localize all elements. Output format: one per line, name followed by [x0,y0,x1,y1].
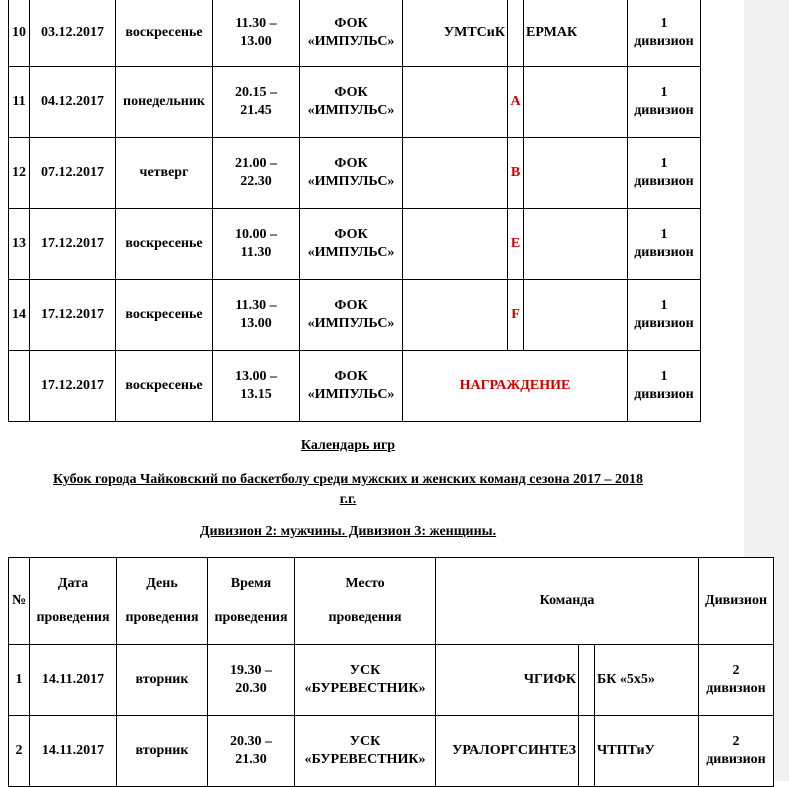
team-a [403,209,508,280]
game-venue: ФОК «ИМПУЛЬС» [300,351,403,422]
game-day: воскресенье [116,0,213,67]
row-number: 2 [9,716,30,787]
row-number: 13 [9,209,30,280]
game-time: 11.30 – 13.00 [213,0,300,67]
table-row [9,67,701,138]
team-b [524,67,628,138]
placeholder-mark: E [508,209,524,280]
table-row [9,280,701,351]
calendar-title: Календарь игр [300,438,396,453]
game-time: 20.30 – 21.30 [208,716,295,787]
row-number: 1 [9,645,30,716]
team-b: ЧТПТиУ [595,716,699,787]
header-team: Команда [436,558,699,645]
team-a [403,67,508,138]
table-row [9,209,701,280]
table-row [9,0,701,67]
header-venue: Место проведения [295,558,436,645]
game-date: 14.11.2017 [30,645,117,716]
schedule-table-division-2-3 [8,557,774,787]
game-division: 1 дивизион [628,209,701,280]
team-separator [508,0,524,67]
game-day: четверг [116,138,213,209]
team-a: УМТСиК [403,0,508,67]
game-day: вторник [117,716,208,787]
game-time: 20.15 – 21.45 [213,67,300,138]
placeholder-mark: F [508,280,524,351]
row-number: 14 [9,280,30,351]
game-day: вторник [117,645,208,716]
game-time: 11.30 – 13.00 [213,280,300,351]
team-a: ЧГИФК [436,645,579,716]
game-date: 04.12.2017 [30,67,116,138]
row-number: 11 [9,67,30,138]
placeholder-mark: A [508,67,524,138]
header-date: Дата проведения [30,558,117,645]
game-date: 14.11.2017 [30,716,117,787]
game-date: 17.12.2017 [30,280,116,351]
team-separator [579,716,595,787]
row-number: 10 [9,0,30,67]
game-day: воскресенье [116,280,213,351]
award-ceremony: НАГРАЖДЕНИЕ [403,351,628,422]
game-day: воскресенье [116,209,213,280]
game-time: 10.00 – 11.30 [213,209,300,280]
table-row [9,351,701,422]
game-venue: ФОК «ИМПУЛЬС» [300,138,403,209]
team-b: ЕРМАК [524,0,628,67]
header-day: День проведения [117,558,208,645]
team-b [524,209,628,280]
game-time: 21.00 – 22.30 [213,138,300,209]
table-row [9,716,774,787]
header-number: № [9,558,30,645]
row-number [9,351,30,422]
game-venue: УСК «БУРЕВЕСТНИК» [295,716,436,787]
table-row [9,138,701,209]
game-time: 19.30 – 20.30 [208,645,295,716]
placeholder-mark: B [508,138,524,209]
game-venue: ФОК «ИМПУЛЬС» [300,280,403,351]
team-b [524,280,628,351]
table-row [9,645,774,716]
team-b [524,138,628,209]
cup-title: Кубок города Чайковский по баскетболу среди мужских и женских команд сезона 2017 – 2018 г.г. [53,472,643,507]
schedule-table-division-1 [8,0,701,422]
game-venue: ФОК «ИМПУЛЬС» [300,67,403,138]
game-division: 1 дивизион [628,280,701,351]
game-date: 03.12.2017 [30,0,116,67]
header-time: Время проведения [208,558,295,645]
game-division: 1 дивизион [628,0,701,67]
game-venue: УСК «БУРЕВЕСТНИК» [295,645,436,716]
team-separator [579,645,595,716]
table-header-row [9,558,774,645]
game-day: понедельник [116,67,213,138]
header-division: Дивизион [699,558,774,645]
game-division: 2 дивизион [699,716,774,787]
game-time: 13.00 – 13.15 [213,351,300,422]
row-number: 12 [9,138,30,209]
team-b: БК «5х5» [595,645,699,716]
game-division: 1 дивизион [628,67,701,138]
game-division: 1 дивизион [628,351,701,422]
game-venue: ФОК «ИМПУЛЬС» [300,209,403,280]
team-a [403,138,508,209]
game-day: воскресенье [116,351,213,422]
game-date: 17.12.2017 [30,351,116,422]
game-date: 17.12.2017 [30,209,116,280]
game-division: 1 дивизион [628,138,701,209]
team-a: УРАЛОРГСИНТЕЗ [436,716,579,787]
game-division: 2 дивизион [699,645,774,716]
team-a [403,280,508,351]
game-date: 07.12.2017 [30,138,116,209]
game-venue: ФОК «ИМПУЛЬС» [300,0,403,67]
division-subtitle: Дивизион 2: мужчины. Дивизион 3: женщины. [199,524,497,539]
